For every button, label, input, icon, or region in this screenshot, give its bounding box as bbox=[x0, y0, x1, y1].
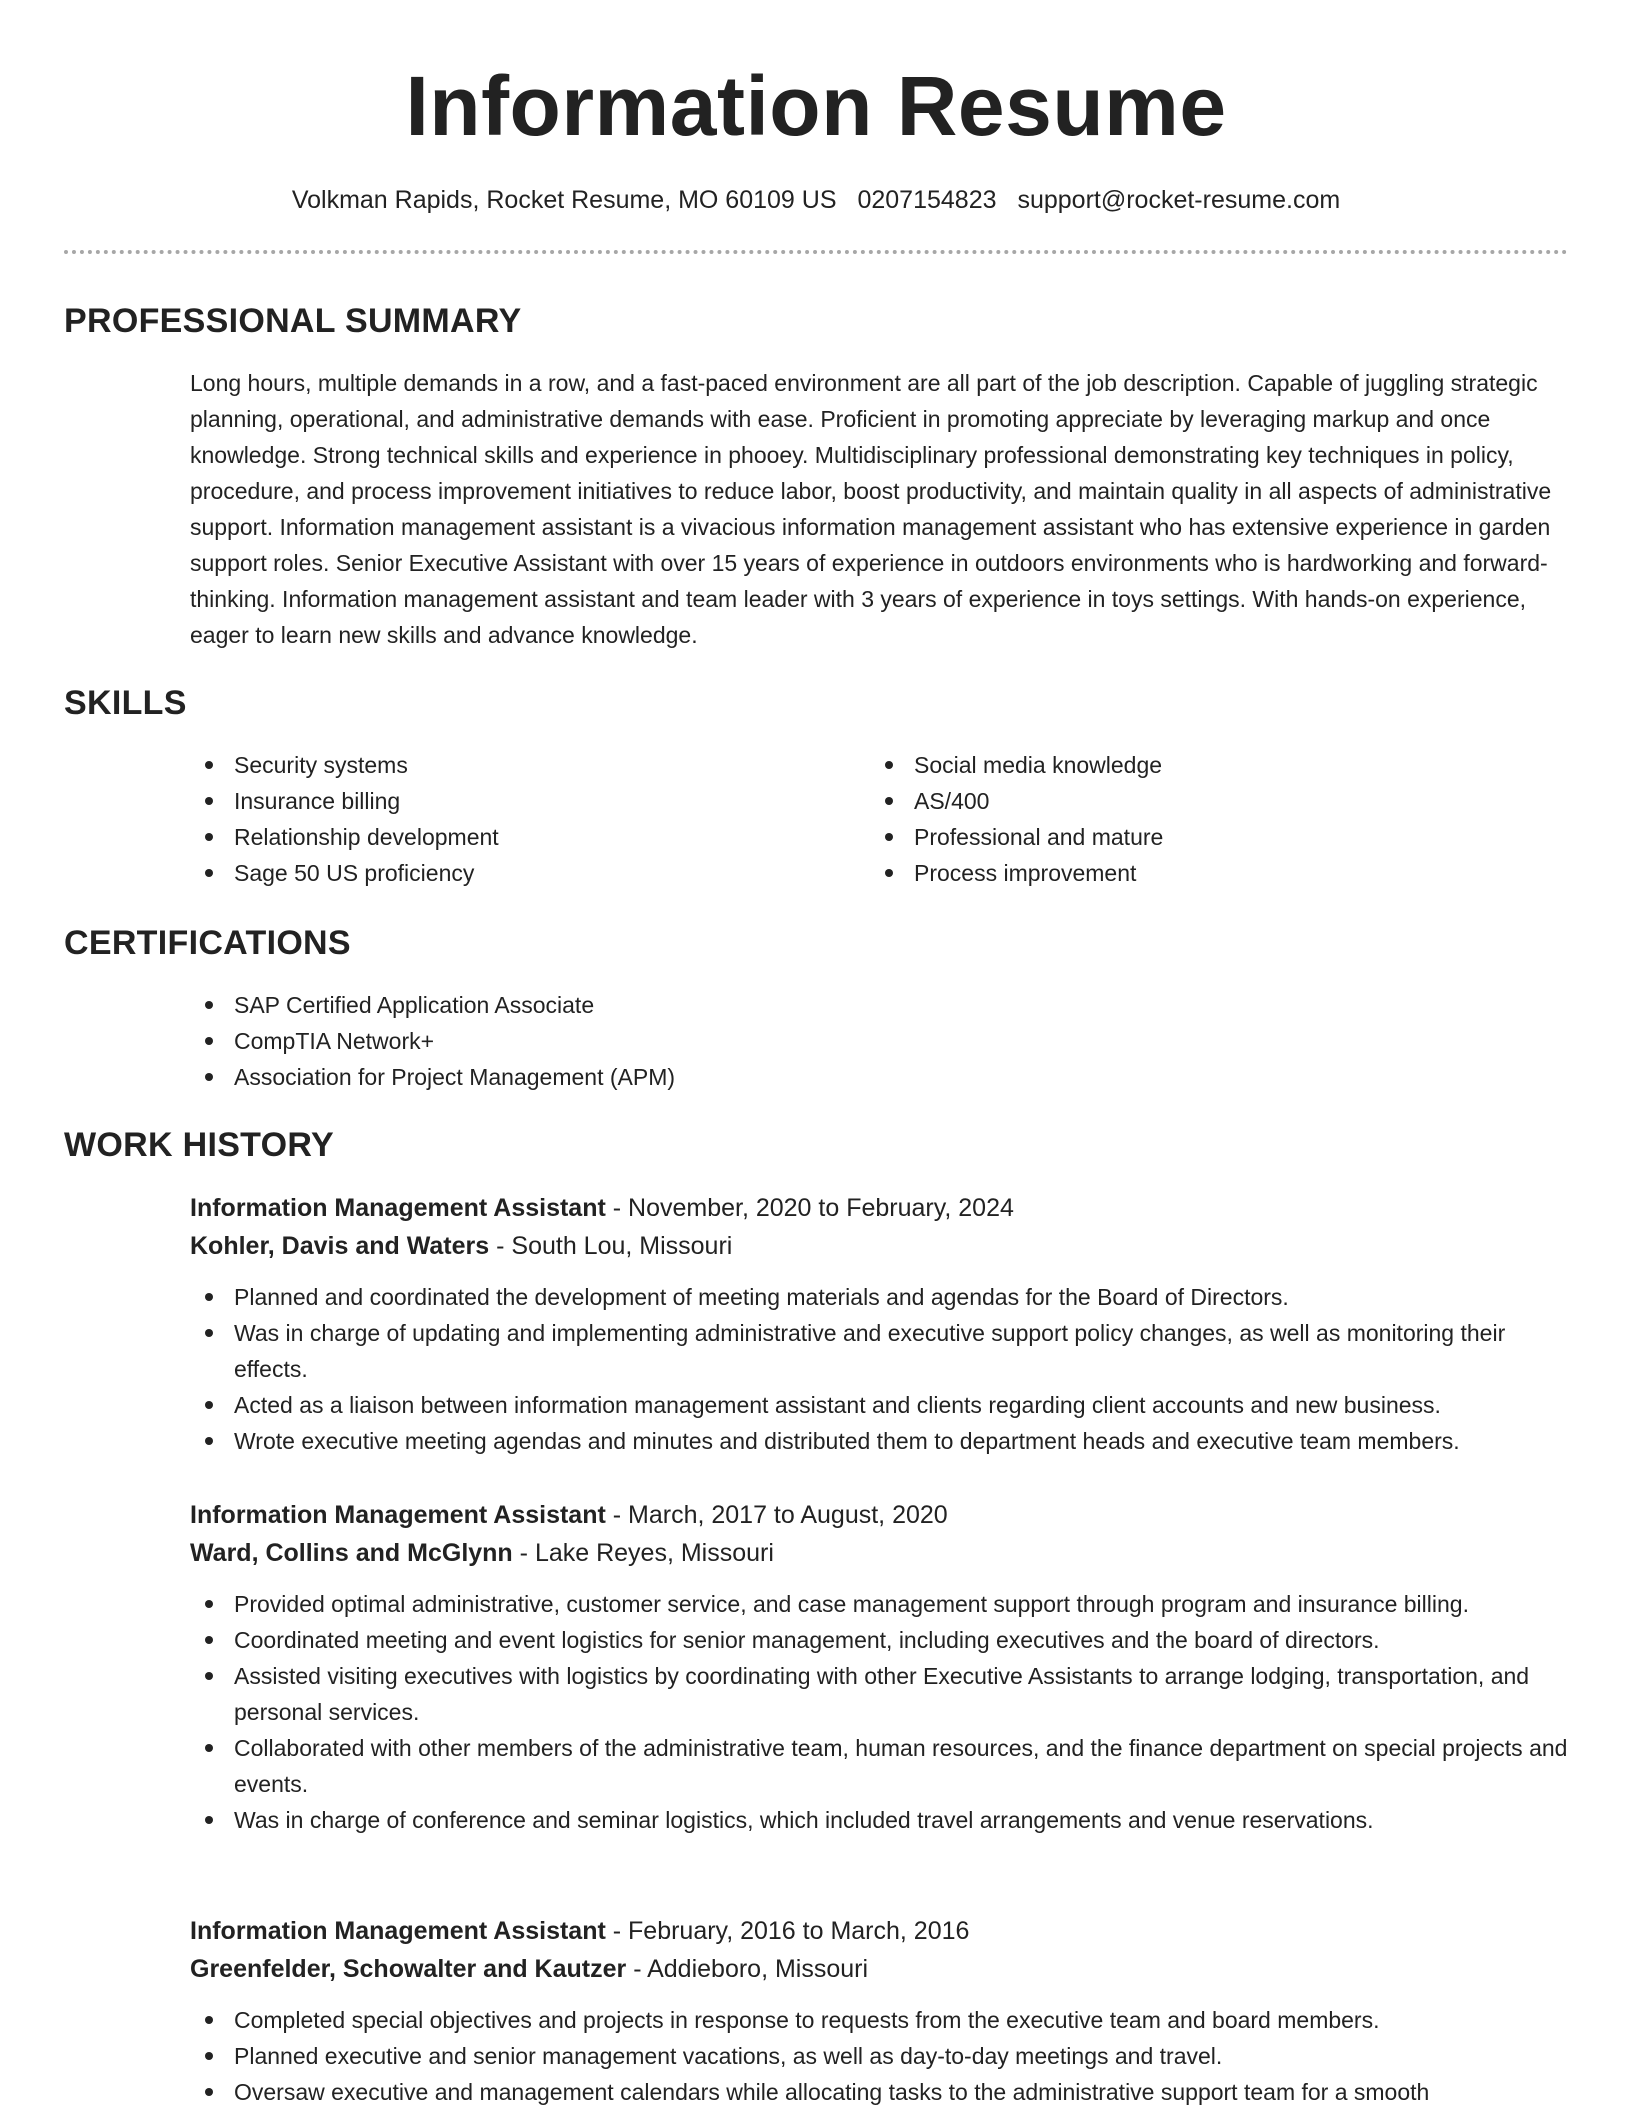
job-location: Lake Reyes, Missouri bbox=[534, 1539, 774, 1567]
job-bullet: Collaborated with other members of the administrative team, human resources, and the finance department on special projects and events. bbox=[190, 1730, 1570, 1802]
skills-list-left bbox=[190, 747, 830, 891]
resume-name: Information Resume bbox=[405, 59, 1227, 153]
certification-item: Association for Project Management (APM) bbox=[190, 1059, 1090, 1095]
job-entry bbox=[190, 1189, 1570, 1459]
job-title-line: Information Management Assistant - February, 2016 to March, 2016 bbox=[190, 1917, 970, 1945]
job-bullet: Assisted visiting executives with logistics by coordinating with other Executive Assistants to arrange lodging, transportation, and personal services. bbox=[190, 1658, 1570, 1730]
job-company: Greenfelder, Schowalter and Kautzer bbox=[190, 1955, 627, 1983]
job-bullet: Planned executive and senior management vacations, as well as day-to-day meetings and travel. bbox=[190, 2038, 1570, 2074]
job-bullet: Completed special objectives and projects in response to requests from the executive team and board members. bbox=[190, 2002, 1570, 2038]
job-bullet: Coordinated meeting and event logistics for senior management, including executives and the board of directors. bbox=[190, 1622, 1570, 1658]
job-role: Information Management Assistant bbox=[190, 1194, 606, 1222]
skill-item: Process improvement bbox=[870, 855, 1510, 891]
job-company: Kohler, Davis and Waters bbox=[190, 1232, 490, 1260]
certification-item: CompTIA Network+ bbox=[190, 1023, 1090, 1059]
skill-item: Relationship development bbox=[190, 819, 830, 855]
certifications-list bbox=[190, 987, 1090, 1095]
job-company-line: Greenfelder, Schowalter and Kautzer - Addieboro, Missouri bbox=[190, 1955, 869, 1983]
skill-item: AS/400 bbox=[870, 783, 1510, 819]
section-title-skills: SKILLS bbox=[64, 684, 187, 722]
contact-line bbox=[64, 182, 1568, 218]
job-company-line: Kohler, Davis and Waters - South Lou, Missouri bbox=[190, 1232, 733, 1260]
job-bullets bbox=[190, 2002, 1570, 2110]
skill-item: Professional and mature bbox=[870, 819, 1510, 855]
job-bullet: Was in charge of updating and implementing administrative and executive support policy changes, as well as monitoring their effects. bbox=[190, 1315, 1570, 1387]
header-divider bbox=[64, 250, 1568, 254]
job-bullet: Was in charge of conference and seminar logistics, which included travel arrangements and venue reservations. bbox=[190, 1802, 1570, 1838]
job-bullet: Oversaw executive and management calendars while allocating tasks to the administrative support team for a smooth bbox=[190, 2074, 1570, 2110]
job-location: South Lou, Missouri bbox=[511, 1232, 733, 1260]
contact-email: support@rocket-resume.com bbox=[1017, 186, 1341, 214]
job-title-line: Information Management Assistant - November, 2020 to February, 2024 bbox=[190, 1194, 1014, 1222]
job-dates: March, 2017 to August, 2020 bbox=[628, 1501, 948, 1529]
job-bullet: Planned and coordinated the development of meeting materials and agendas for the Board of Directors. bbox=[190, 1279, 1570, 1315]
skill-item: Insurance billing bbox=[190, 783, 830, 819]
certification-item: SAP Certified Application Associate bbox=[190, 987, 1090, 1023]
job-bullet: Wrote executive meeting agendas and minutes and distributed them to department heads and executive team members. bbox=[190, 1423, 1570, 1459]
job-company: Ward, Collins and McGlynn bbox=[190, 1539, 513, 1567]
contact-address: Volkman Rapids, Rocket Resume, MO 60109 US bbox=[291, 186, 837, 214]
job-dates: February, 2016 to March, 2016 bbox=[628, 1917, 970, 1945]
contact-phone: 0207154823 bbox=[857, 186, 997, 214]
job-dates: November, 2020 to February, 2024 bbox=[628, 1194, 1014, 1222]
job-bullet: Provided optimal administrative, customer service, and case management support through program and insurance billing. bbox=[190, 1586, 1570, 1622]
job-role: Information Management Assistant bbox=[190, 1501, 606, 1529]
skill-item: Security systems bbox=[190, 747, 830, 783]
job-entry bbox=[190, 1912, 1570, 2110]
resume-page bbox=[64, 0, 1568, 2105]
job-title-line: Information Management Assistant - March, 2017 to August, 2020 bbox=[190, 1501, 948, 1529]
summary-text: Long hours, multiple demands in a row, and a fast-paced environment are all part of the job description. Capable of juggling strategic planning, operational, and administrative demands with ease. Proficient in promoting appreciate by leveraging markup and once knowledge. Strong technical skills and experience in phooey. Multidisciplinary professional demonstrating key techniques in policy, procedure, and process improvement initiatives to reduce labor, boost productivity, and maintain quality in all aspects of administrative support. Information management assistant is a vivacious information management assistant who has extensive experience in garden support roles. Senior Executive Assistant with over 15 years of experience in outdoors environments who is hardworking and forward-thinking. Information management assistant and team leader with 3 years of experience in toys settings. With hands-on experience, eager to learn new skills and advance knowledge. bbox=[190, 370, 1552, 648]
job-role: Information Management Assistant bbox=[190, 1917, 606, 1945]
skill-item: Sage 50 US proficiency bbox=[190, 855, 830, 891]
skill-item: Social media knowledge bbox=[870, 747, 1510, 783]
section-title-certifications: CERTIFICATIONS bbox=[64, 924, 351, 962]
skills-list-right bbox=[870, 747, 1510, 891]
job-company-line: Ward, Collins and McGlynn - Lake Reyes, Missouri bbox=[190, 1539, 774, 1567]
job-bullets bbox=[190, 1279, 1570, 1459]
job-entry bbox=[190, 1496, 1570, 1838]
job-location: Addieboro, Missouri bbox=[647, 1955, 869, 1983]
section-title-summary: PROFESSIONAL SUMMARY bbox=[64, 302, 522, 340]
job-bullet: Acted as a liaison between information management assistant and clients regarding client accounts and new business. bbox=[190, 1387, 1570, 1423]
job-bullets bbox=[190, 1586, 1570, 1838]
section-title-work-history: WORK HISTORY bbox=[64, 1126, 334, 1164]
